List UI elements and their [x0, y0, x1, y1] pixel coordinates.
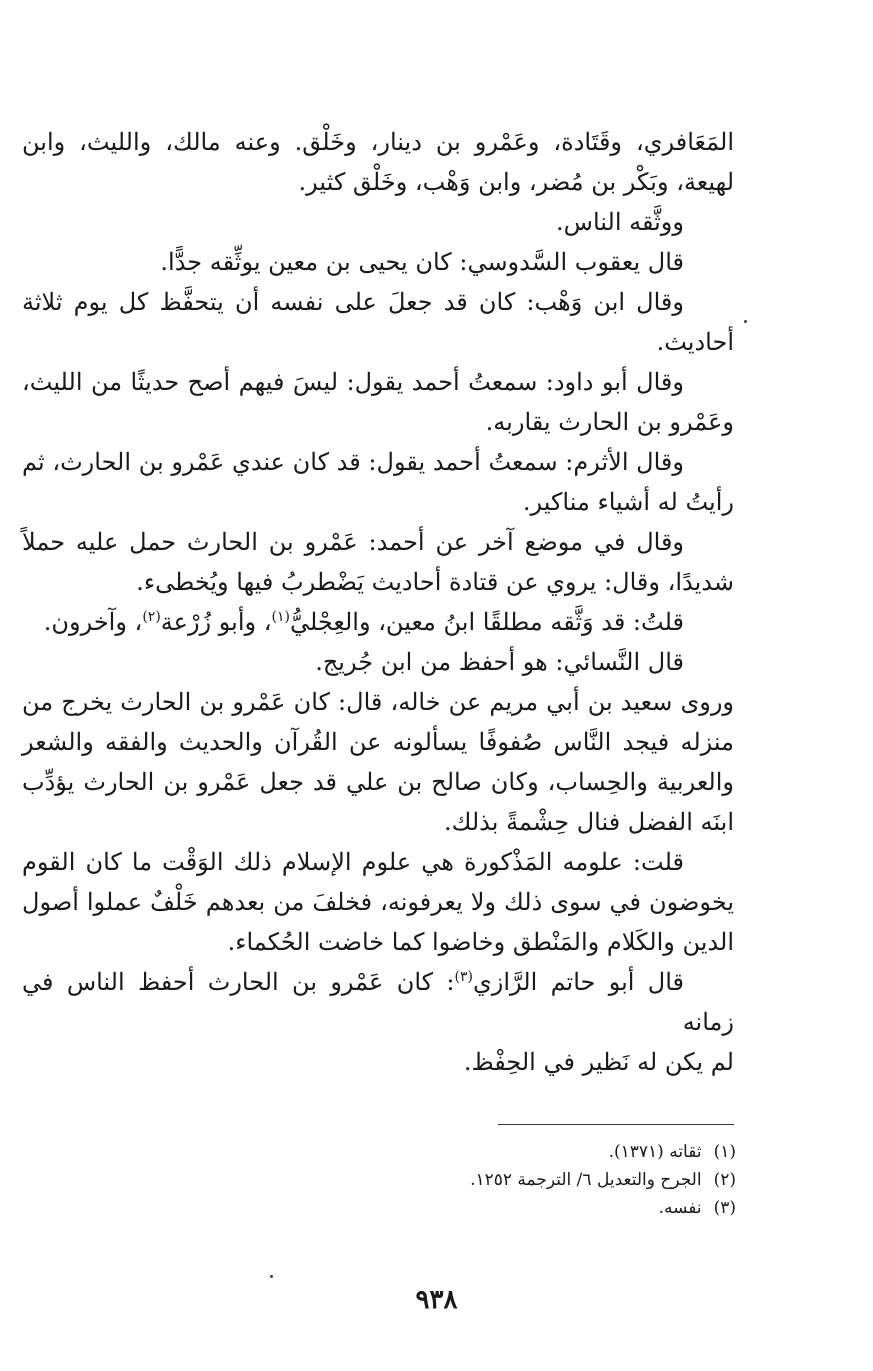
footnote-1 — [300, 1138, 736, 1166]
footnotes — [300, 1138, 736, 1222]
footnote-marker: (٣) — [713, 1198, 736, 1218]
footnote-marker: (٢) — [713, 1170, 736, 1190]
paragraph-trust: ووثَّقه الناس. — [556, 208, 684, 236]
body-text — [22, 122, 734, 1082]
footnote-divider — [498, 1124, 734, 1125]
qult-part-c: ، وآخرون. — [43, 608, 143, 636]
footnote-ref-1: (١) — [271, 609, 290, 625]
footnote-text: ثقاته (١٣٧١). — [608, 1142, 702, 1162]
qult-part-a: قلتُ: قد وَثَّقه مطلقًا ابنُ معين، والعِجْليُّ — [289, 608, 684, 636]
page-number: ٩٣٨ — [415, 1285, 458, 1315]
paragraph-abu-dawud: وقال أبو داود: سمعتُ أحمد يقول: ليسَ فيهم أصح حديثًا من الليث، وعَمْرو بن الحارث يقاربه. — [22, 368, 734, 436]
paragraph-athram: وقال الأثرم: سمعتُ أحمد يقول: قد كان عندي عَمْرو بن الحارث، ثم رأيتُ له أشياء مناكير. — [22, 448, 734, 516]
paragraph-other-place: وقال في موضع آخر عن أحمد: عَمْرو بن الحارث حمل عليه حملاً شديدًا، وقال: يروي عن قتادة أحاديث يَضْطربُ فيها ويُخطىء. — [22, 528, 734, 596]
footnote-ref-2: (٢) — [142, 609, 161, 625]
paragraph-qult-tawthiq — [22, 602, 734, 642]
scan-speck — [270, 1275, 273, 1278]
paragraph-nasai: قال النَّسائي: هو أحفظ من ابن جُريج. — [315, 648, 684, 676]
footnote-ref-3: (٣) — [454, 969, 473, 985]
paragraph-qult-ulum: قلت: علومه المَذْكورة هي علوم الإسلام ذلك الوَقْت ما كان القوم يخوضون في سوى ذلك ولا يعرفونه، فخلفَ من بعدهم خَلْفٌ عملوا أصول الدين والكَلام والمَنْطق وخاضوا كما خاضت الحُكماء. — [22, 848, 734, 956]
qult-part-b: ، وأبو زُرْعة — [160, 608, 272, 636]
paragraph-abu-hatim-end: لم يكن له نَظير في الحِفْظ. — [463, 1048, 734, 1076]
footnote-3 — [300, 1194, 736, 1222]
footnote-text: نفسه. — [658, 1198, 702, 1218]
paragraph-narrators: المَعَافري، وقَتَادة، وعَمْرو بن دينار، وخَلْق. وعنه مالك، والليث، وابن لهيعة، وبَكْر بن مُضر، وابن وَهْب، وخَلْق كثير. — [22, 128, 734, 196]
paragraph-abu-hatim — [22, 962, 734, 1042]
footnote-marker: (١) — [713, 1142, 736, 1162]
paragraph-said: وروى سعيد بن أبي مريم عن خاله، قال: كان عَمْرو بن الحارث يخرج من منزله فيجد النَّاس صُفوفًا يسألونه عن القُرآن والحديث والفقه والشعر والعربية والحِساب، وكان صالح بن علي قد جعل عَمْرو بن الحارث يؤدِّب ابنَه الفضل فنال حِشْمةً بذلك. — [22, 688, 734, 836]
footnote-text: الجرح والتعديل ٦/ الترجمة ١٢٥٢. — [470, 1170, 702, 1190]
scan-speck — [744, 320, 747, 323]
footnote-2 — [300, 1166, 736, 1194]
paragraph-ibn-wahb: وقال ابن وَهْب: كان قد جعلَ على نفسه أن يتحفَّظ كل يوم ثلاثة أحاديث. — [22, 288, 734, 356]
paragraph-yaqub: قال يعقوب السَّدوسي: كان يحيى بن معين يوثِّقه جدًّا. — [160, 248, 684, 276]
abuhatim-part-b: : كان عَمْرو بن الحارث أحفظ الناس في زمانه — [22, 968, 734, 1036]
abuhatim-part-a: قال أبو حاتم الرَّازي — [472, 968, 685, 996]
